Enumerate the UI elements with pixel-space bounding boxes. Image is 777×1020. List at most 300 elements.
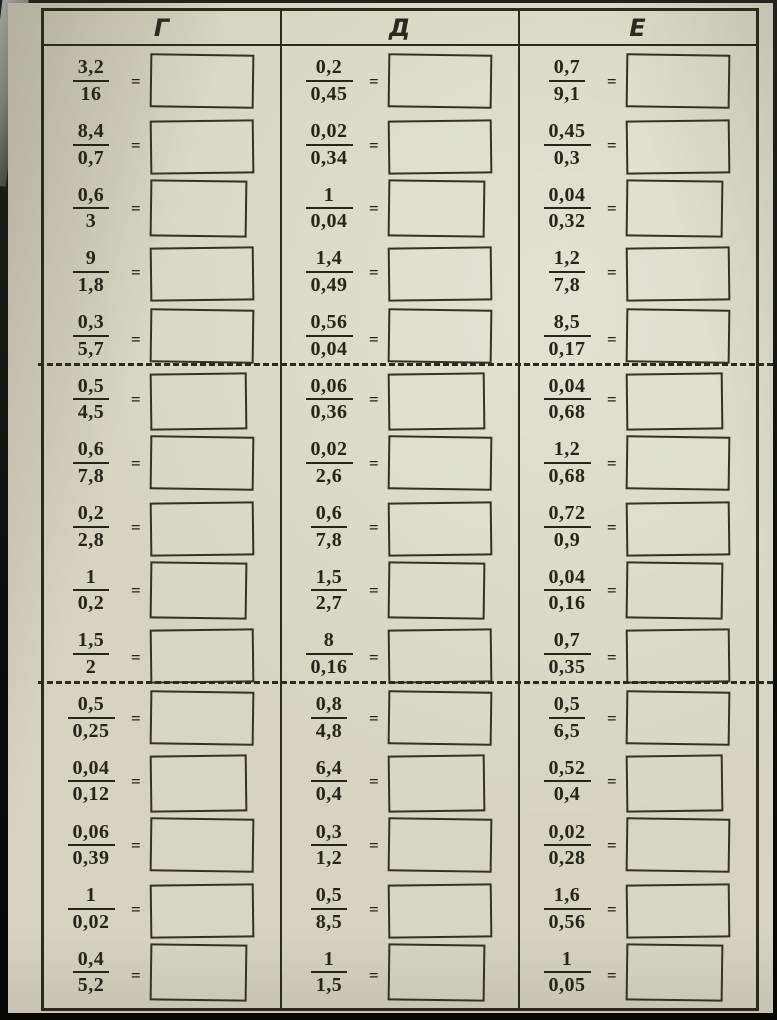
fraction-row [520,686,756,750]
fraction-wrap [294,375,364,424]
fraction-wrap [294,948,364,997]
fraction-wrap [294,693,364,742]
fraction-denominator: 1,2 [315,846,343,869]
fraction-row [282,940,518,1004]
fraction-row [520,113,756,177]
fraction [311,948,348,997]
fraction-row [282,240,518,304]
fraction-row [282,877,518,941]
fraction-denominator: 0,56 [548,910,586,933]
answer-box[interactable] [149,53,254,108]
fraction-wrap [294,247,364,296]
fraction [306,375,353,424]
fraction-numerator: 0,72 [544,502,591,527]
fraction-denominator: 2,7 [315,592,343,615]
equals-sign: = [369,708,379,728]
fraction-wrap [294,502,364,551]
column-g [44,11,280,1008]
fraction-denominator: 6,5 [553,719,581,742]
answer-box[interactable] [625,690,730,745]
fraction-row [282,113,518,177]
answer-box[interactable] [625,53,730,108]
fraction-numerator: 0,02 [306,120,353,145]
fraction-numerator: 9 [73,247,110,272]
fraction-wrap [532,247,602,296]
fraction-wrap [56,948,126,997]
fraction-row [44,49,280,113]
fraction-numerator: 1,2 [549,247,586,272]
answer-box[interactable] [387,883,492,938]
answer-box[interactable] [625,308,730,363]
answer-box[interactable] [149,943,247,1001]
fraction-denominator: 0,39 [72,846,110,869]
fraction-denominator: 0,4 [315,783,343,806]
fraction-numerator: 1 [68,884,115,909]
fraction-wrap [56,311,126,360]
answer-box[interactable] [149,561,247,619]
equals-sign: = [131,199,141,219]
fraction-wrap [532,184,602,233]
fraction-numerator: 6,4 [311,757,348,782]
answer-box[interactable] [625,119,730,174]
answer-box[interactable] [387,53,492,108]
equals-sign: = [131,772,141,792]
column-header-g: Г [44,11,280,46]
equals-sign: = [131,71,141,91]
exercise-table [41,8,759,1011]
fraction-wrap [532,566,602,615]
fraction-denominator: 2,6 [315,464,343,487]
fraction-numerator: 0,6 [73,184,110,209]
fraction [306,120,353,169]
fraction-wrap [532,629,602,678]
equals-sign: = [131,262,141,282]
equals-sign: = [131,517,141,537]
equals-sign: = [607,966,617,986]
fraction-wrap [56,247,126,296]
fraction-wrap [532,438,602,487]
fraction [73,184,110,233]
fraction-row [282,749,518,813]
fraction-numerator: 0,02 [306,438,353,463]
fraction [73,375,110,424]
fraction-denominator: 0,16 [548,592,586,615]
fraction-row [44,749,280,813]
fraction-row [520,240,756,304]
fraction [306,184,353,233]
fraction-numerator: 0,04 [544,566,591,591]
fraction-denominator: 0,45 [310,82,348,105]
equals-sign: = [607,835,617,855]
fraction-wrap [56,821,126,870]
fraction-row [520,558,756,622]
fraction-wrap [532,821,602,870]
fraction-denominator: 7,8 [315,528,343,551]
equals-sign: = [369,390,379,410]
fraction-wrap [294,184,364,233]
fraction [73,247,110,296]
fraction [311,693,348,742]
answer-box[interactable] [625,435,730,490]
equals-sign: = [131,135,141,155]
fraction-row [520,622,756,686]
answer-box[interactable] [625,817,730,872]
dashed-separator-2 [38,681,773,684]
fraction-numerator: 0,52 [544,757,591,782]
answer-box[interactable] [149,372,247,430]
answer-box[interactable] [387,435,492,490]
equals-sign: = [607,390,617,410]
answer-box[interactable] [387,119,492,174]
equals-sign: = [369,135,379,155]
fraction-wrap [56,502,126,551]
fraction-numerator: 0,04 [544,375,591,400]
fraction [544,757,591,806]
equals-sign: = [607,581,617,601]
fraction [73,502,110,551]
fraction-row [44,367,280,431]
fraction-wrap [56,693,126,742]
fraction-wrap [532,757,602,806]
answer-box[interactable] [149,501,254,556]
answer-box[interactable] [387,372,485,430]
fraction-row [282,622,518,686]
column-d-rows [282,46,518,1008]
fraction-numerator: 1,2 [544,438,591,463]
fraction-row [44,431,280,495]
fraction-denominator: 0,2 [77,592,105,615]
fraction [73,311,110,360]
answer-box[interactable] [387,754,485,812]
fraction-denominator: 7,8 [77,464,105,487]
equals-sign: = [607,262,617,282]
fraction-numerator: 0,02 [544,821,591,846]
fraction [544,821,591,870]
fraction-numerator: 1,5 [311,566,348,591]
answer-box[interactable] [625,943,723,1001]
answer-box[interactable] [387,179,485,237]
fraction-denominator: 7,8 [553,273,581,296]
fraction-numerator: 0,5 [68,693,115,718]
equals-sign: = [607,708,617,728]
fraction-numerator: 0,7 [549,56,586,81]
fraction-denominator: 0,68 [548,464,586,487]
answer-box[interactable] [625,179,723,237]
fraction-denominator: 0,28 [548,846,586,869]
fraction [73,120,110,169]
column-header-d: Д [282,11,518,46]
fraction-denominator: 0,12 [72,783,110,806]
fraction-denominator: 0,32 [548,210,586,233]
fraction [306,311,353,360]
fraction-denominator: 4,5 [77,401,105,424]
equals-sign: = [369,71,379,91]
fraction-wrap [532,375,602,424]
fraction-denominator: 2,8 [77,528,105,551]
fraction-denominator: 1,8 [77,273,105,296]
fraction-row [282,304,518,368]
answer-box[interactable] [149,883,254,938]
fraction-numerator: 0,6 [73,438,110,463]
answer-box[interactable] [387,501,492,556]
fraction-numerator: 1,5 [73,629,110,654]
fraction-denominator: 0,02 [72,910,110,933]
column-header-e: Е [520,11,756,46]
fraction-numerator: 0,06 [68,821,115,846]
fraction-row [282,176,518,240]
fraction-row [282,495,518,559]
fraction [544,120,591,169]
equals-sign: = [369,517,379,537]
equals-sign: = [131,647,141,667]
fraction-denominator: 0,25 [72,719,110,742]
fraction-numerator: 0,3 [73,311,110,336]
fraction-denominator: 0,3 [553,146,581,169]
fraction [311,757,348,806]
equals-sign: = [369,899,379,919]
equals-sign: = [607,71,617,91]
equals-sign: = [131,581,141,601]
answer-box[interactable] [149,246,254,301]
equals-sign: = [131,329,141,349]
fraction-numerator: 0,06 [306,375,353,400]
fraction-numerator: 0,7 [544,629,591,654]
fraction-denominator: 2 [85,655,97,678]
equals-sign: = [607,199,617,219]
fraction [544,438,591,487]
fraction-numerator: 0,5 [549,693,586,718]
answer-box[interactable] [625,372,723,430]
equals-sign: = [131,966,141,986]
fraction-numerator: 0,6 [311,502,348,527]
answer-box[interactable] [625,501,730,556]
fraction [311,502,348,551]
fraction-denominator: 0,4 [553,783,581,806]
equals-sign: = [607,135,617,155]
fraction-wrap [56,566,126,615]
fraction-row [282,367,518,431]
equals-sign: = [607,453,617,473]
fraction-row [44,113,280,177]
fraction-wrap [294,629,364,678]
fraction-wrap [294,757,364,806]
equals-sign: = [131,899,141,919]
fraction-row [44,176,280,240]
fraction [544,566,591,615]
answer-box[interactable] [149,435,254,490]
fraction-wrap [532,120,602,169]
answer-box[interactable] [625,754,723,812]
fraction-denominator: 0,49 [310,273,348,296]
fraction-denominator: 4,8 [315,719,343,742]
fraction [73,629,110,678]
answer-box[interactable] [149,628,254,683]
fraction-wrap [56,120,126,169]
fraction-row [520,749,756,813]
fraction-wrap [532,311,602,360]
fraction-row [520,367,756,431]
answer-box[interactable] [387,817,492,872]
column-d [280,11,518,1008]
answer-box[interactable] [149,179,247,237]
column-e-rows [520,46,756,1008]
fraction [311,884,348,933]
answer-box[interactable] [625,246,730,301]
fraction-row [520,495,756,559]
fraction-row [520,49,756,113]
fraction-numerator: 0,45 [544,120,591,145]
fraction-numerator: 8 [306,629,353,654]
equals-sign: = [131,453,141,473]
answer-box[interactable] [149,690,254,745]
fraction-wrap [532,948,602,997]
fraction-numerator: 0,5 [73,375,110,400]
dashed-separator-1 [38,363,773,366]
answer-box[interactable] [625,561,723,619]
fraction-denominator: 9,1 [553,82,581,105]
fraction [306,56,353,105]
fraction-numerator: 1,4 [306,247,353,272]
fraction [73,566,110,615]
equals-sign: = [607,647,617,667]
fraction-denominator: 0,17 [548,337,586,360]
worksheet-paper [8,3,773,1013]
fraction-numerator: 1 [306,184,353,209]
answer-box[interactable] [387,943,485,1001]
fraction-row [520,940,756,1004]
fraction [68,884,115,933]
fraction [68,821,115,870]
fraction-denominator: 0,04 [310,337,348,360]
fraction-denominator: 5,7 [77,337,105,360]
fraction-row [44,940,280,1004]
fraction-row [282,558,518,622]
fraction-row [520,877,756,941]
fraction-denominator: 0,35 [548,655,586,678]
fraction [73,438,110,487]
fraction-denominator: 5,2 [77,974,105,997]
fraction-row [520,304,756,368]
fraction-numerator: 1 [311,948,348,973]
fraction [549,693,586,742]
fraction-wrap [56,56,126,105]
fraction-denominator: 16 [80,82,102,105]
fraction-wrap [56,438,126,487]
fraction-wrap [56,375,126,424]
fraction [311,566,348,615]
fraction-wrap [532,884,602,933]
fraction-numerator: 1 [544,948,591,973]
fraction-row [282,813,518,877]
fraction-wrap [294,120,364,169]
fraction-row [282,49,518,113]
fraction-numerator: 1 [73,566,110,591]
fraction-denominator: 0,04 [310,210,348,233]
answer-box[interactable] [387,308,492,363]
fraction-wrap [532,502,602,551]
fraction-wrap [294,311,364,360]
fraction-wrap [294,56,364,105]
fraction-wrap [294,884,364,933]
answer-box[interactable] [387,561,485,619]
fraction-wrap [294,821,364,870]
answer-box[interactable] [387,628,492,683]
fraction [73,948,110,997]
fraction [544,184,591,233]
equals-sign: = [607,329,617,349]
equals-sign: = [369,329,379,349]
equals-sign: = [369,453,379,473]
answer-box[interactable] [149,119,254,174]
fraction [549,56,586,105]
fraction-numerator: 0,2 [73,502,110,527]
answer-box[interactable] [149,308,254,363]
fraction [306,438,353,487]
column-g-rows [44,46,280,1008]
answer-box[interactable] [149,817,254,872]
fraction-numerator: 0,3 [311,821,348,846]
fraction-numerator: 0,8 [311,693,348,718]
fraction-row [520,176,756,240]
fraction-numerator: 3,2 [73,56,110,81]
answer-box[interactable] [625,883,730,938]
fraction-wrap [56,629,126,678]
fraction-numerator: 0,56 [306,311,353,336]
answer-box[interactable] [149,754,247,812]
equals-sign: = [607,772,617,792]
fraction-wrap [56,184,126,233]
fraction-numerator: 0,4 [73,948,110,973]
equals-sign: = [369,966,379,986]
fraction [73,56,110,105]
fraction-wrap [56,757,126,806]
fraction-denominator: 0,68 [548,401,586,424]
fraction-numerator: 1,6 [544,884,591,909]
fraction-wrap [532,693,602,742]
fraction [544,884,591,933]
fraction-numerator: 0,04 [544,184,591,209]
equals-sign: = [369,581,379,601]
fraction-wrap [294,438,364,487]
equals-sign: = [369,262,379,282]
fraction [68,693,115,742]
fraction-denominator: 1,5 [315,974,343,997]
fraction-row [44,495,280,559]
equals-sign: = [369,835,379,855]
fraction-wrap [532,56,602,105]
fraction-denominator: 0,34 [310,146,348,169]
column-e [518,11,756,1008]
fraction-row [44,622,280,686]
fraction-row [44,558,280,622]
equals-sign: = [369,772,379,792]
fraction-denominator: 8,5 [315,910,343,933]
equals-sign: = [369,647,379,667]
fraction [311,821,348,870]
fraction [306,247,353,296]
answer-box[interactable] [387,690,492,745]
fraction-wrap [56,884,126,933]
equals-sign: = [131,835,141,855]
fraction-row [282,686,518,750]
fraction-denominator: 0,05 [548,974,586,997]
fraction-denominator: 0,16 [310,655,348,678]
answer-box[interactable] [625,628,730,683]
answer-box[interactable] [387,246,492,301]
fraction [549,247,586,296]
equals-sign: = [607,899,617,919]
fraction-denominator: 3 [85,210,97,233]
